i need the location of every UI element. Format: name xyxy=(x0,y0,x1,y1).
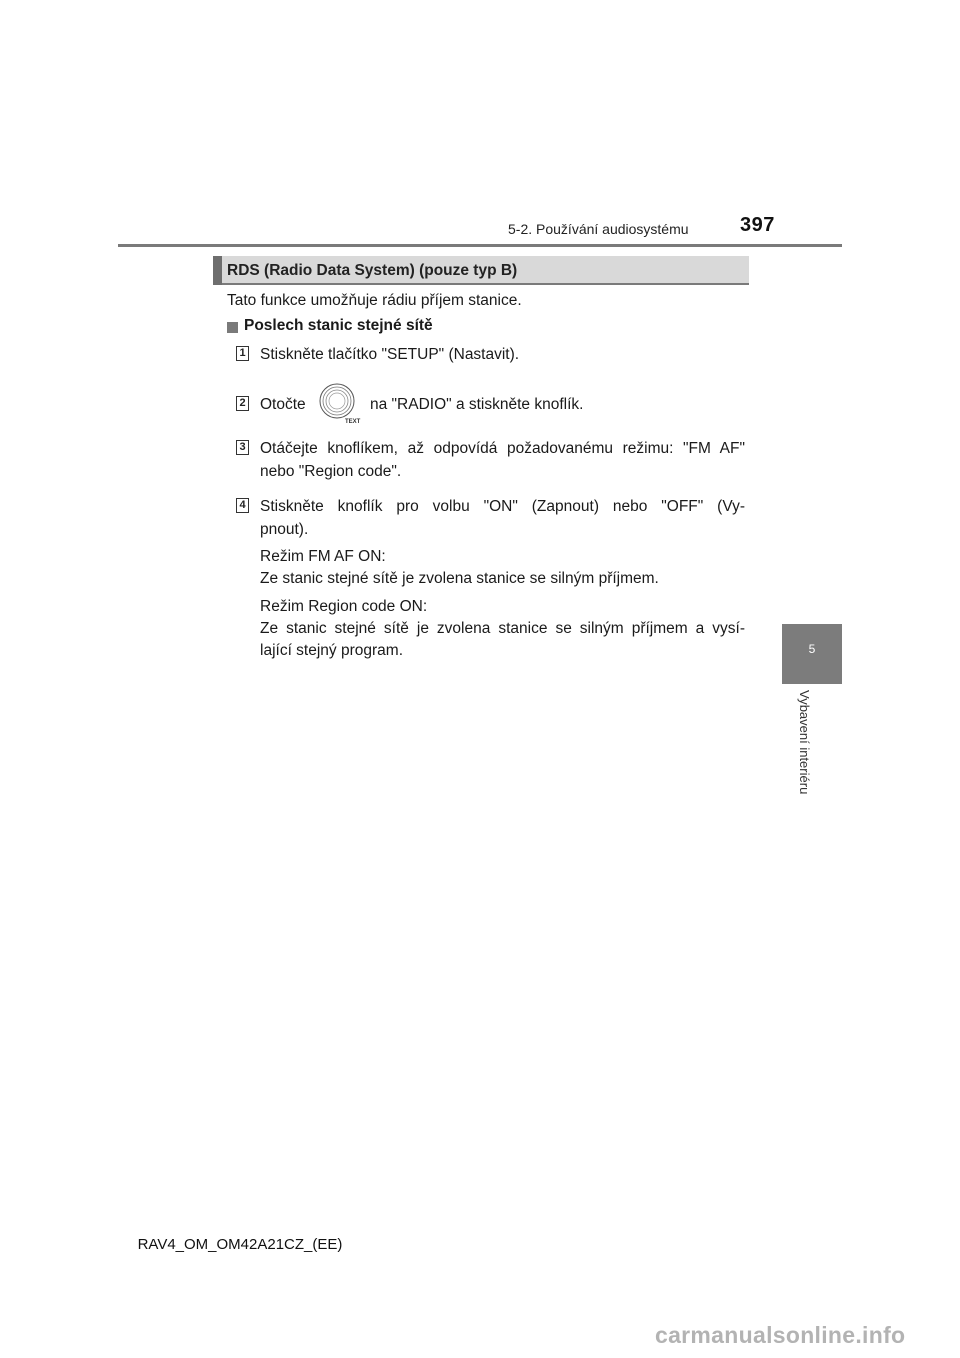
note-2-text-line-2: lající stejný program. xyxy=(260,642,403,659)
watermark: carmanualsonline.info xyxy=(655,1322,906,1348)
step-2-text-before: Otočte xyxy=(260,396,306,413)
knob-icon xyxy=(317,382,357,422)
header-rule xyxy=(118,244,842,247)
document-code: RAV4_OM_OM42A21CZ_(EE) xyxy=(137,1236,343,1253)
header-section-title: 5-2. Používání audiosystému xyxy=(508,221,689,237)
step-number-1: 1 xyxy=(236,346,249,361)
step-4-line-2: pnout). xyxy=(260,521,309,538)
section-heading-accent xyxy=(213,256,222,285)
step-3-line-1: Otáčejte knoflíkem, až odpovídá požadovanému režimu: "FM AF" xyxy=(260,440,745,457)
step-number-3: 3 xyxy=(236,440,249,455)
step-number-4: 4 xyxy=(236,498,249,513)
section-title: RDS (Radio Data System) (pouze typ B) xyxy=(227,262,518,279)
step-1-text: Stiskněte tlačítko "SETUP" (Nastavit). xyxy=(260,346,520,363)
step-number-2: 2 xyxy=(236,396,249,411)
chapter-number: 5 xyxy=(808,642,816,656)
section-intro: Tato funkce umožňuje rádiu příjem stanice. xyxy=(227,292,522,309)
note-2-text-line-1: Ze stanic stejné sítě je zvolena stanice se silným příjmem a vysí- xyxy=(260,620,745,637)
page-number: 397 xyxy=(740,214,775,236)
knob-icon-label: TEXT xyxy=(345,419,361,425)
square-bullet-icon xyxy=(227,322,238,333)
chapter-label: Vybavení interiéru xyxy=(797,690,812,795)
note-1-title: Režim FM AF ON: xyxy=(260,548,386,565)
step-2-text-after: na "RADIO" a stiskněte knoflík. xyxy=(370,396,584,413)
step-4-line-1: Stiskněte knoflík pro volbu "ON" (Zapnout) nebo "OFF" (Vy- xyxy=(260,498,745,515)
note-2-title: Režim Region code ON: xyxy=(260,598,428,615)
note-1-text: Ze stanic stejné sítě je zvolena stanice se silným příjmem. xyxy=(260,570,659,587)
step-3-line-2: nebo "Region code". xyxy=(260,463,402,480)
subsection-title: Poslech stanic stejné sítě xyxy=(244,317,433,334)
